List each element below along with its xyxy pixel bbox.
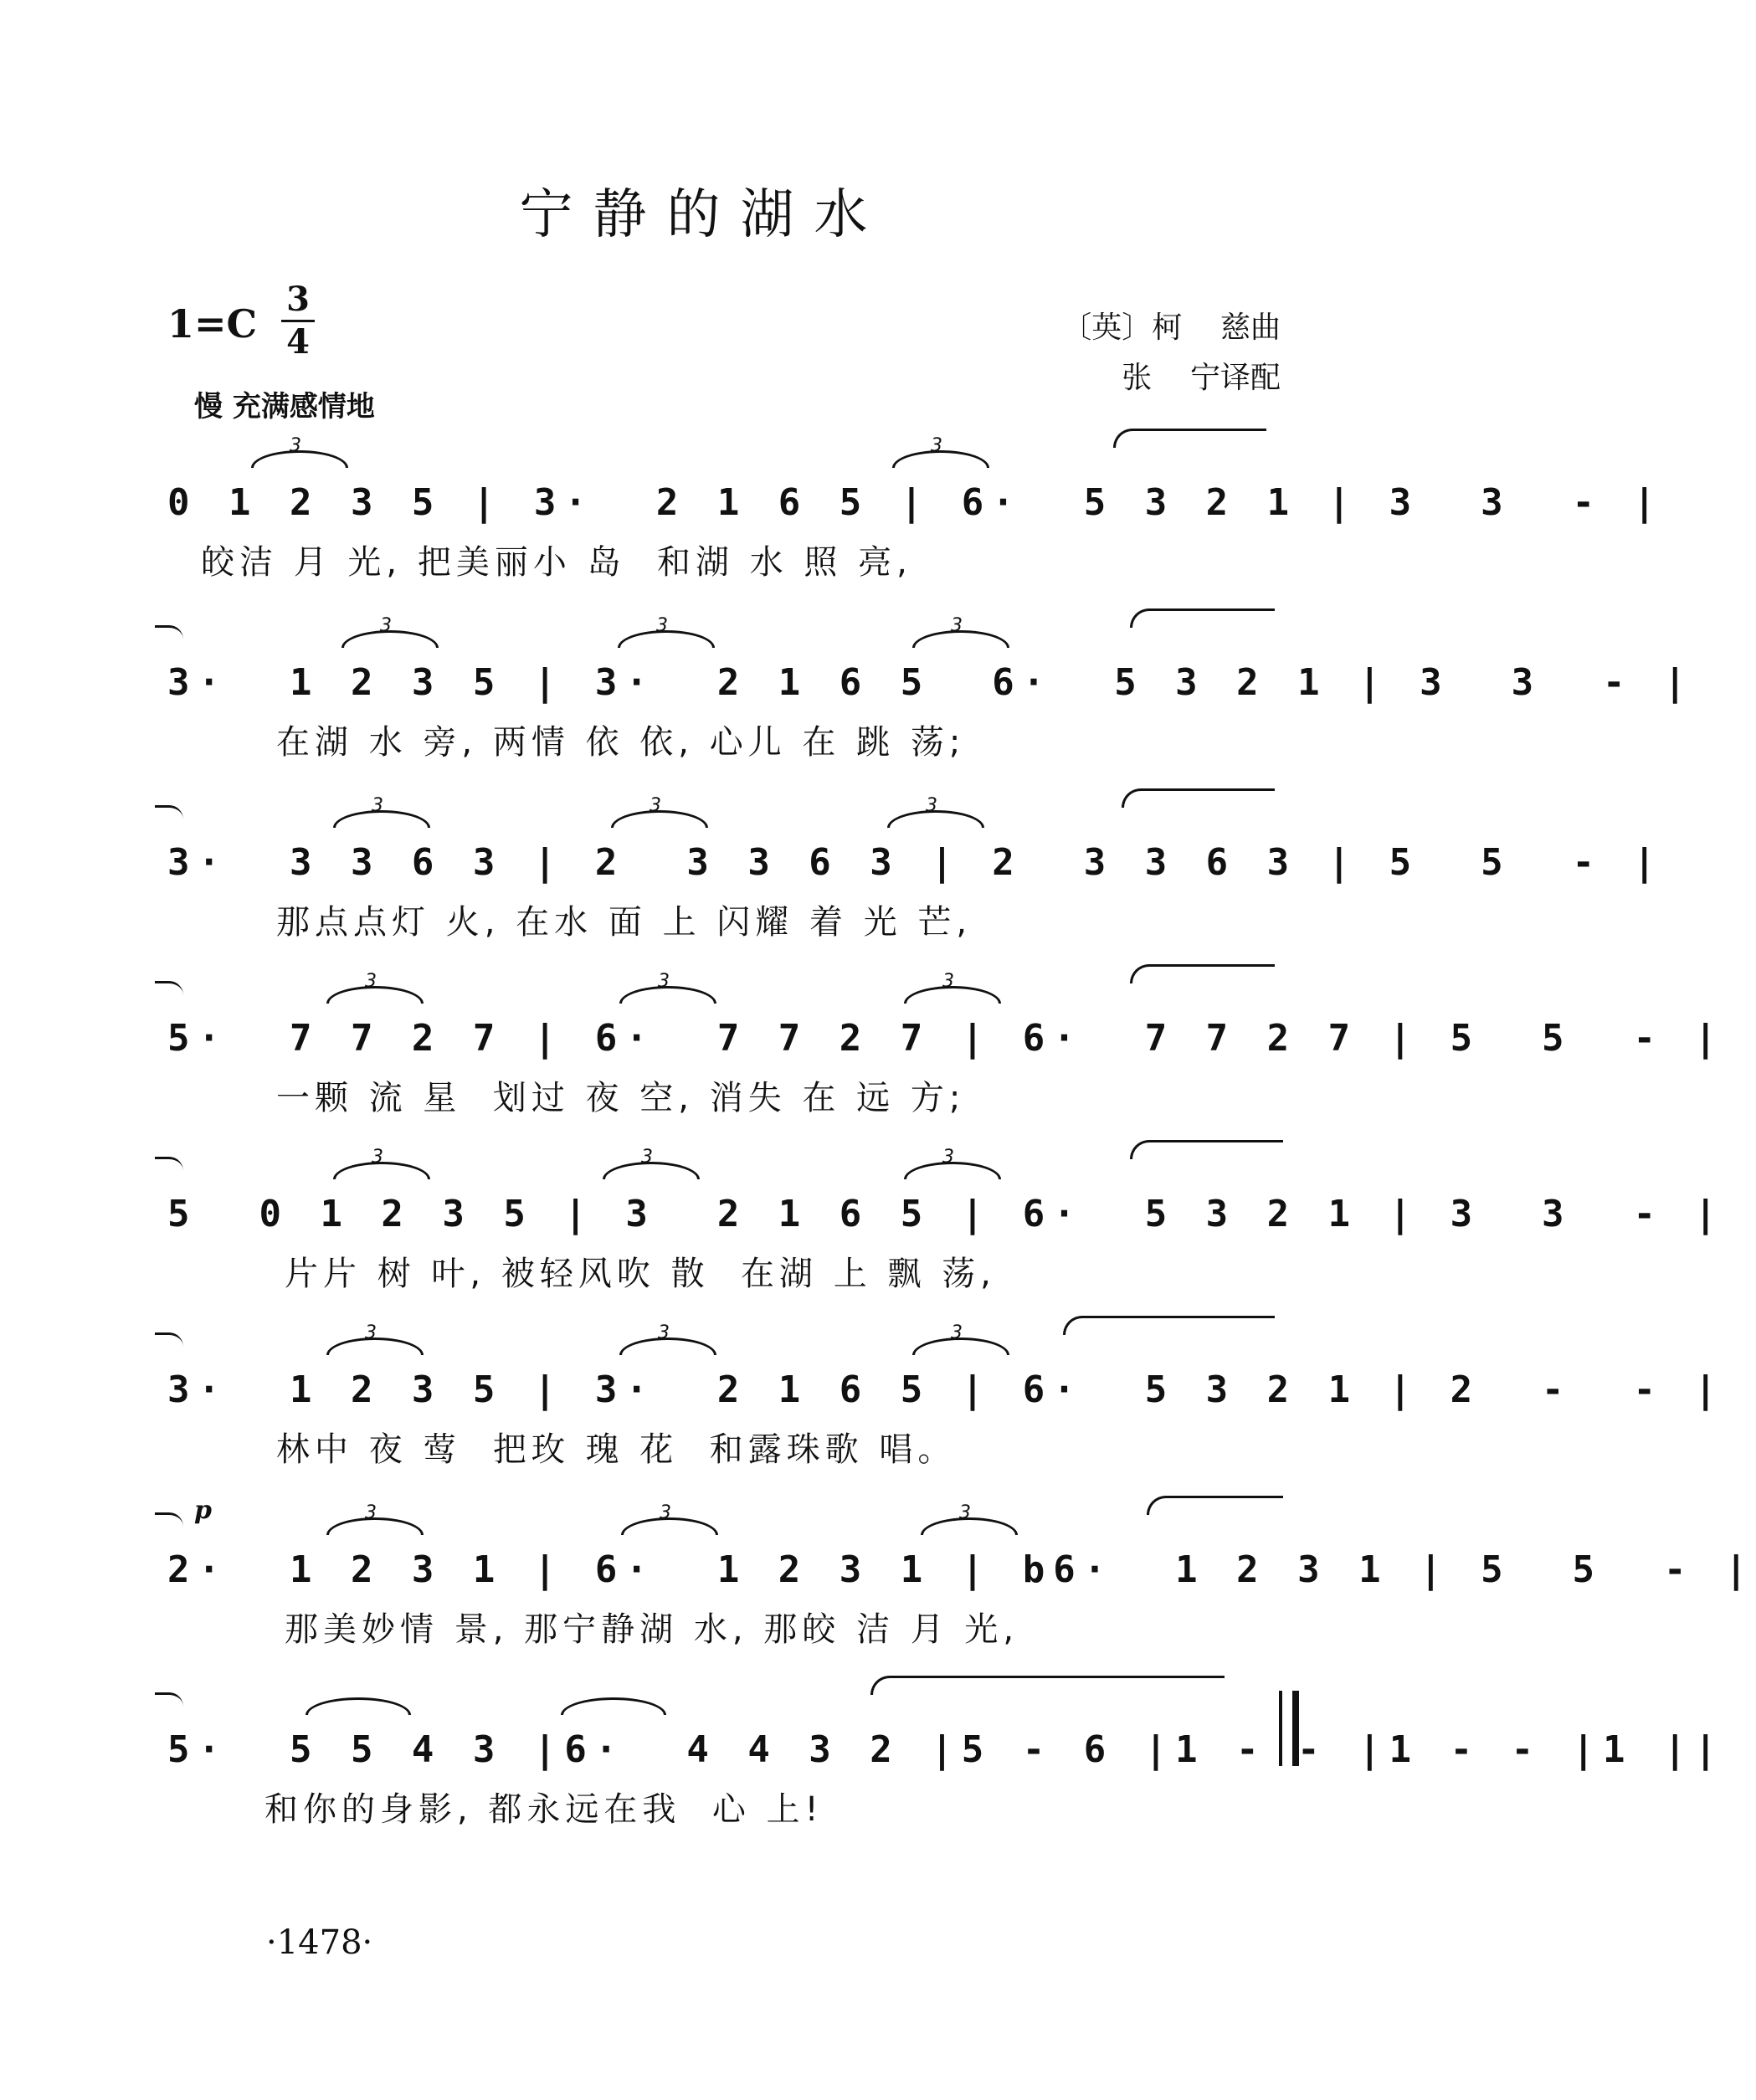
score-line-2 [0, 615, 1695, 774]
tie [1130, 608, 1275, 628]
notes-text: 5· 5 5 4 3 |6· 4 4 3 2 |5 - 6 |1 - - |1 - - |1 || [167, 1728, 1726, 1771]
song-title: 宁静的湖水 [519, 184, 888, 246]
final-barline [1279, 1691, 1299, 1766]
notes-row [167, 1502, 1756, 1594]
tie [1113, 429, 1266, 448]
triplet-mark: 3 [372, 1147, 383, 1168]
time-signature [281, 281, 315, 361]
notes-row [167, 1682, 1726, 1774]
notes-text: 3· 1 2 3 5 | 3· 2 1 6 5 6· 5 3 2 1 | 3 3 - | [167, 661, 1695, 704]
triplet-mark: 3 [365, 971, 377, 992]
triplet-mark: 3 [658, 1322, 670, 1343]
triplet-mark: 3 [365, 1322, 377, 1343]
triplet-mark: 3 [931, 435, 942, 456]
lyrics-row: 那美妙情 景, 那宁静湖 水, 那皎 洁 月 光, [285, 1610, 1019, 1649]
score-line-5 [0, 1147, 1726, 1306]
lyrics-row: 和你的身影, 都永远在我 心 上! [264, 1790, 824, 1829]
dynamic-marking: p [194, 1496, 212, 1525]
triplet-mark: 3 [641, 1147, 653, 1168]
notes-row [167, 615, 1695, 707]
translator-credit: 张 宁译配 [1122, 361, 1281, 395]
notes-row [167, 1147, 1726, 1239]
triplet-mark: 3 [380, 615, 392, 636]
triplet-mark: 3 [290, 435, 301, 456]
lyrics-row: 在湖 水 旁, 两情 依 依, 心儿 在 跳 荡; [276, 723, 966, 762]
score-line-3 [0, 795, 1665, 954]
triplet-mark: 3 [365, 1502, 377, 1523]
notes-text: 3· 3 3 6 3 | 2 3 3 6 3 | 2 3 3 6 3 | 5 5 - | [167, 841, 1665, 884]
score-line-6 [0, 1322, 1726, 1481]
notes-row [167, 1322, 1726, 1415]
triplet-mark: 3 [658, 971, 670, 992]
notes-row [167, 435, 1665, 527]
page-number: ·1478· [266, 1923, 373, 1962]
score-line-1 [0, 435, 1665, 594]
triplet-mark: 3 [372, 795, 383, 816]
triplet-mark: 3 [942, 971, 954, 992]
tie [1147, 1496, 1283, 1515]
notes-text: 2· 1 2 3 1 | 6· 1 2 3 1 | b6· 1 2 3 1 | 5 5 - | [167, 1548, 1756, 1591]
tie [1130, 1140, 1283, 1159]
credits [979, 303, 1281, 403]
key-signature: 1=C [167, 301, 258, 347]
triplet-mark: 3 [942, 1147, 954, 1168]
tempo-marking: 慢 充满感情地 [194, 390, 375, 424]
lyrics-row: 那点点灯 火, 在水 面 上 闪耀 着 光 芒, [276, 903, 973, 942]
composer-credit: 〔英〕柯 慈曲 [1061, 311, 1281, 345]
tie [1130, 964, 1275, 983]
time-signature-top: 3 [286, 280, 310, 319]
lyrics-row: 一颗 流 星 划过 夜 空, 消失 在 远 方; [276, 1079, 966, 1117]
notes-text: 5 0 1 2 3 5 | 3 2 1 6 5 | 6· 5 3 2 1 | 3 3 - | [167, 1193, 1726, 1235]
lyrics-row: 片片 树 叶, 被轻风吹 散 在湖 上 飘 荡, [285, 1255, 996, 1293]
triplet-mark: 3 [926, 795, 937, 816]
time-signature-bottom: 4 [286, 322, 310, 362]
notes-row [167, 971, 1726, 1063]
triplet-mark: 3 [660, 1502, 671, 1523]
tie [870, 1676, 1225, 1695]
triplet-mark: 3 [650, 795, 661, 816]
notes-row [167, 795, 1665, 887]
notes-text: 3· 1 2 3 5 | 3· 2 1 6 5 | 6· 5 3 2 1 | 2 - - | [167, 1368, 1726, 1411]
triplet-mark: 3 [959, 1502, 971, 1523]
lyrics-row: 皎洁 月 光, 把美丽小 岛 和湖 水 照 亮, [201, 543, 912, 582]
triplet-mark: 3 [656, 615, 668, 636]
triplet-mark: 3 [951, 1322, 963, 1343]
lyrics-row: 林中 夜 莺 把玫 瑰 花 和露珠歌 唱。 [276, 1430, 957, 1469]
score-line-4 [0, 971, 1726, 1130]
score-line-7 [0, 1496, 1756, 1661]
tie [1063, 1316, 1275, 1335]
tie [1122, 788, 1275, 808]
score-line-8 [0, 1682, 1726, 1841]
triplet-mark: 3 [951, 615, 963, 636]
notes-text: 5· 7 7 2 7 | 6· 7 7 2 7 | 6· 7 7 2 7 | 5 5 - | [167, 1017, 1726, 1060]
notes-text: 0 1 2 3 5 | 3· 2 1 6 5 | 6· 5 3 2 1 | 3 3 - | [167, 481, 1665, 524]
